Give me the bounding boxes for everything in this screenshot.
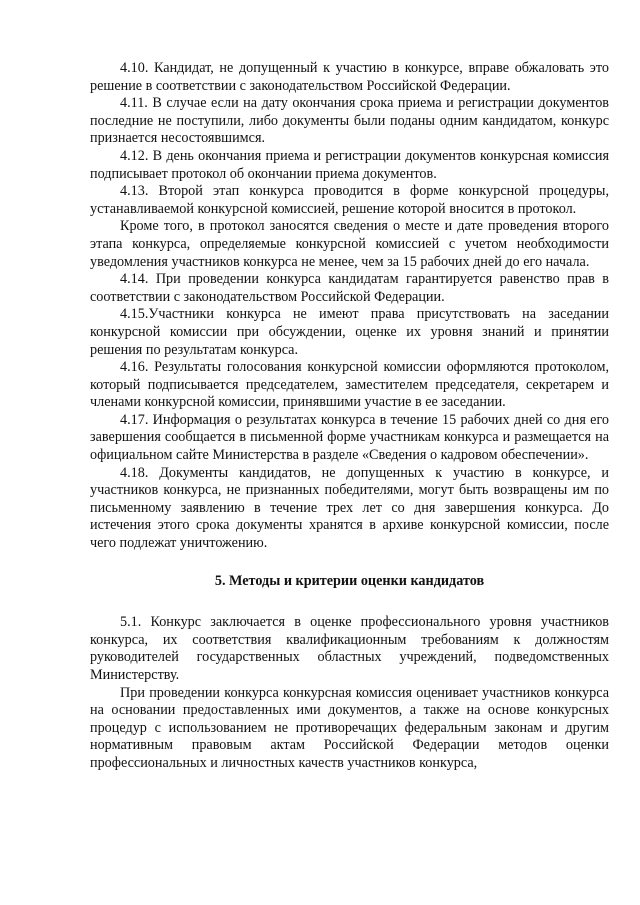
paragraph-4-13-continued: Кроме того, в протокол заносятся сведения о месте и дате проведения второго этапа конкурса, определяемые конкурсной комиссией с учетом необходимости уведомления участников конкурса не менее, чем за 15 рабочих дней до его начала.: [90, 218, 609, 270]
paragraph-4-10: 4.10. Кандидат, не допущенный к участию в конкурсе, вправе обжаловать это решение в соответствии с законодательством Российской Федерации.: [90, 60, 609, 94]
paragraph-4-12: 4.12. В день окончания приема и регистрации документов конкурсная комиссия подписывает протокол об окончании приема документов.: [90, 147, 609, 182]
paragraph-4-17: 4.17. Информация о результатах конкурса в течение 15 рабочих дней со дня его завершения сообщается в письменной форме участникам конкурса и размещается на официальном сайте Министерства в разделе «Сведения о кадровом обеспечении».: [90, 411, 609, 464]
paragraph-4-18: 4.18. Документы кандидатов, не допущенных к участию в конкурсе, и участников конкурса, не признанных победителями, могут быть возвращены им по письменному заявлению в течение трех лет со дня завершения конкурса. До истечения этого срока документы хранятся в архиве конкурсной комиссии, после чего подлежат уничтожению.: [90, 464, 609, 552]
document-page: [90, 60, 609, 773]
paragraph-4-16: 4.16. Результаты голосования конкурсной комиссии оформляются протоколом, который подписывается председателем, заместителем председателя, секретарем и членами конкурсной комиссии, принявшими участие в ее заседании.: [90, 359, 609, 411]
paragraph-5-1: 5.1. Конкурс заключается в оценке профессионального уровня участников конкурса, их соответствия квалификационным требованиям к должностям руководителей государственных областных учреждений, подведомственных Министерству.: [90, 614, 609, 683]
paragraph-4-15: 4.15.Участники конкурса не имеют права присутствовать на заседании конкурсной комиссии при обсуждении, оценке их уровня знаний и принятии решения по результатам конкурса.: [90, 306, 609, 358]
paragraph-4-14: 4.14. При проведении конкурса кандидатам гарантируется равенство прав в соответствии с законодательством Российской Федерации.: [90, 271, 609, 305]
paragraph-4-13: 4.13. Второй этап конкурса проводится в форме конкурсной процедуры, устанавливаемой конкурсной комиссией, решение которой вносится в протокол.: [90, 183, 609, 217]
paragraph-4-11: 4.11. В случае если на дату окончания срока приема и регистрации документов последние не поступили, либо документы были поданы одним кандидатом, конкурс признается несостоявшимся.: [90, 95, 609, 147]
paragraph-5-1-continued: При проведении конкурса конкурсная комиссия оценивает участников конкурса на основании предоставленных ими документов, а также на основе конкурсных процедур с использованием не противоречащих федеральным законам и другим нормативным правовым актам Российской Федерации методов оценки профессиональных и личностных качеств участников конкурса,: [90, 684, 609, 771]
section-heading: 5. Методы и критерии оценки кандидатов: [214, 572, 485, 589]
